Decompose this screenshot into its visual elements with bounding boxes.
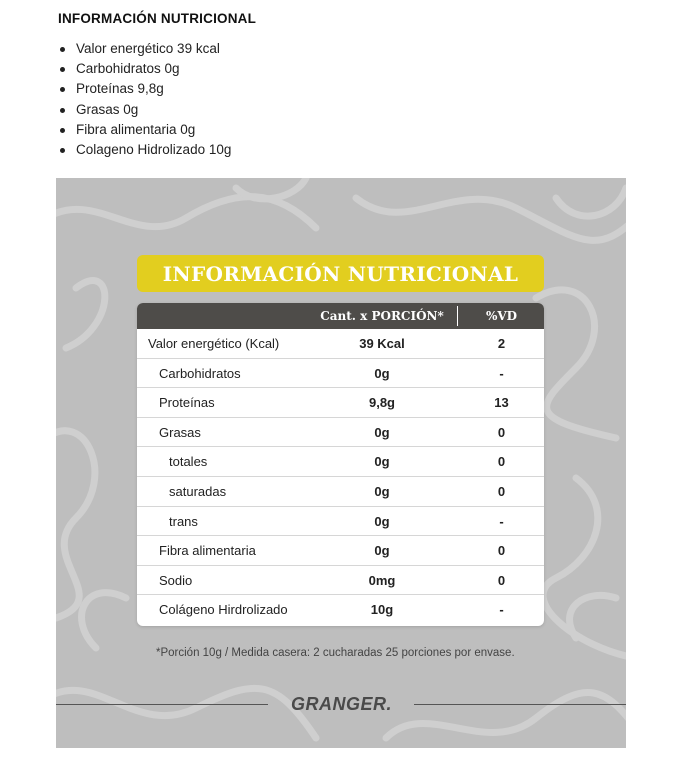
column-header-vd: %VD (485, 309, 518, 323)
nutrient-amount: 0g (374, 483, 390, 499)
nutrient-amount: 0g (374, 543, 390, 559)
banner-title: INFORMACIÓN NUTRICIONAL (162, 261, 519, 286)
nutrient-name: saturadas (169, 483, 227, 499)
portion-footnote: *Porción 10g / Medida casera: 2 cucharadas 25 porciones por envase. (156, 647, 515, 659)
nutrient-name: Grasas (159, 424, 201, 440)
nutrient-name: trans (169, 513, 198, 529)
nutrient-vd: 2 (497, 336, 506, 351)
brand-logo: GRANGER. (290, 694, 392, 714)
bullet-item: Proteínas 9,8g (58, 79, 231, 99)
nutrient-amount: 0g (374, 454, 390, 470)
nutrient-amount: 9,8g (368, 395, 395, 411)
nutrient-vd: 0 (497, 572, 506, 588)
brand-divider-right (414, 704, 626, 705)
nutrient-vd: 0 (497, 483, 506, 499)
table-row (137, 388, 544, 418)
nutrient-amount: 0g (374, 365, 390, 381)
nutrient-amount: 39 Kcal (359, 336, 405, 351)
bullet-item: Carbohidratos 0g (58, 59, 231, 79)
nutrient-name: totales (169, 454, 208, 470)
nutrient-name: Valor energético (Kcal) (148, 336, 280, 351)
nutrition-title-banner (137, 255, 544, 292)
nutrient-vd: 0 (497, 424, 506, 440)
table-row (137, 507, 544, 537)
table-header (137, 303, 544, 329)
bullet-item: Valor energético 39 kcal (58, 39, 231, 59)
nutrition-table (137, 303, 544, 626)
table-row (137, 418, 544, 448)
nutrition-label-image (56, 178, 626, 748)
nutrient-amount: 0mg (368, 572, 396, 588)
table-row (137, 329, 544, 359)
column-header-portion: Cant. x PORCIÓN* (320, 309, 444, 323)
table-row (137, 566, 544, 596)
table-row (137, 536, 544, 566)
nutrient-name: Proteínas (159, 395, 215, 411)
table-row (137, 359, 544, 389)
nutrient-vd: 0 (497, 454, 506, 470)
bullet-item: Colageno Hidrolizado 10g (58, 140, 231, 160)
nutrient-amount: 10g (370, 602, 394, 618)
brand-divider-left (56, 704, 268, 705)
bullet-item: Fibra alimentaria 0g (58, 120, 231, 140)
nutrient-vd: - (499, 513, 504, 529)
table-row (137, 447, 544, 477)
nutrition-bullet-list (58, 39, 231, 160)
table-row (137, 477, 544, 507)
nutrient-amount: 0g (374, 513, 390, 529)
nutrient-name: Carbohidratos (159, 365, 241, 381)
nutrient-amount: 0g (374, 424, 390, 440)
nutrient-vd: 13 (494, 395, 509, 411)
nutrient-vd: 0 (497, 543, 506, 559)
nutrient-name: Sodio (159, 572, 193, 588)
nutrient-vd: - (499, 365, 504, 381)
nutrient-name: Fibra alimentaria (159, 543, 256, 559)
column-divider (457, 306, 458, 326)
nutrient-name: Colágeno Hirdrolizado (159, 602, 288, 618)
page-heading: INFORMACIÓN NUTRICIONAL (58, 11, 257, 26)
table-row (137, 595, 544, 625)
nutrient-vd: - (499, 602, 504, 618)
bullet-item: Grasas 0g (58, 100, 231, 120)
